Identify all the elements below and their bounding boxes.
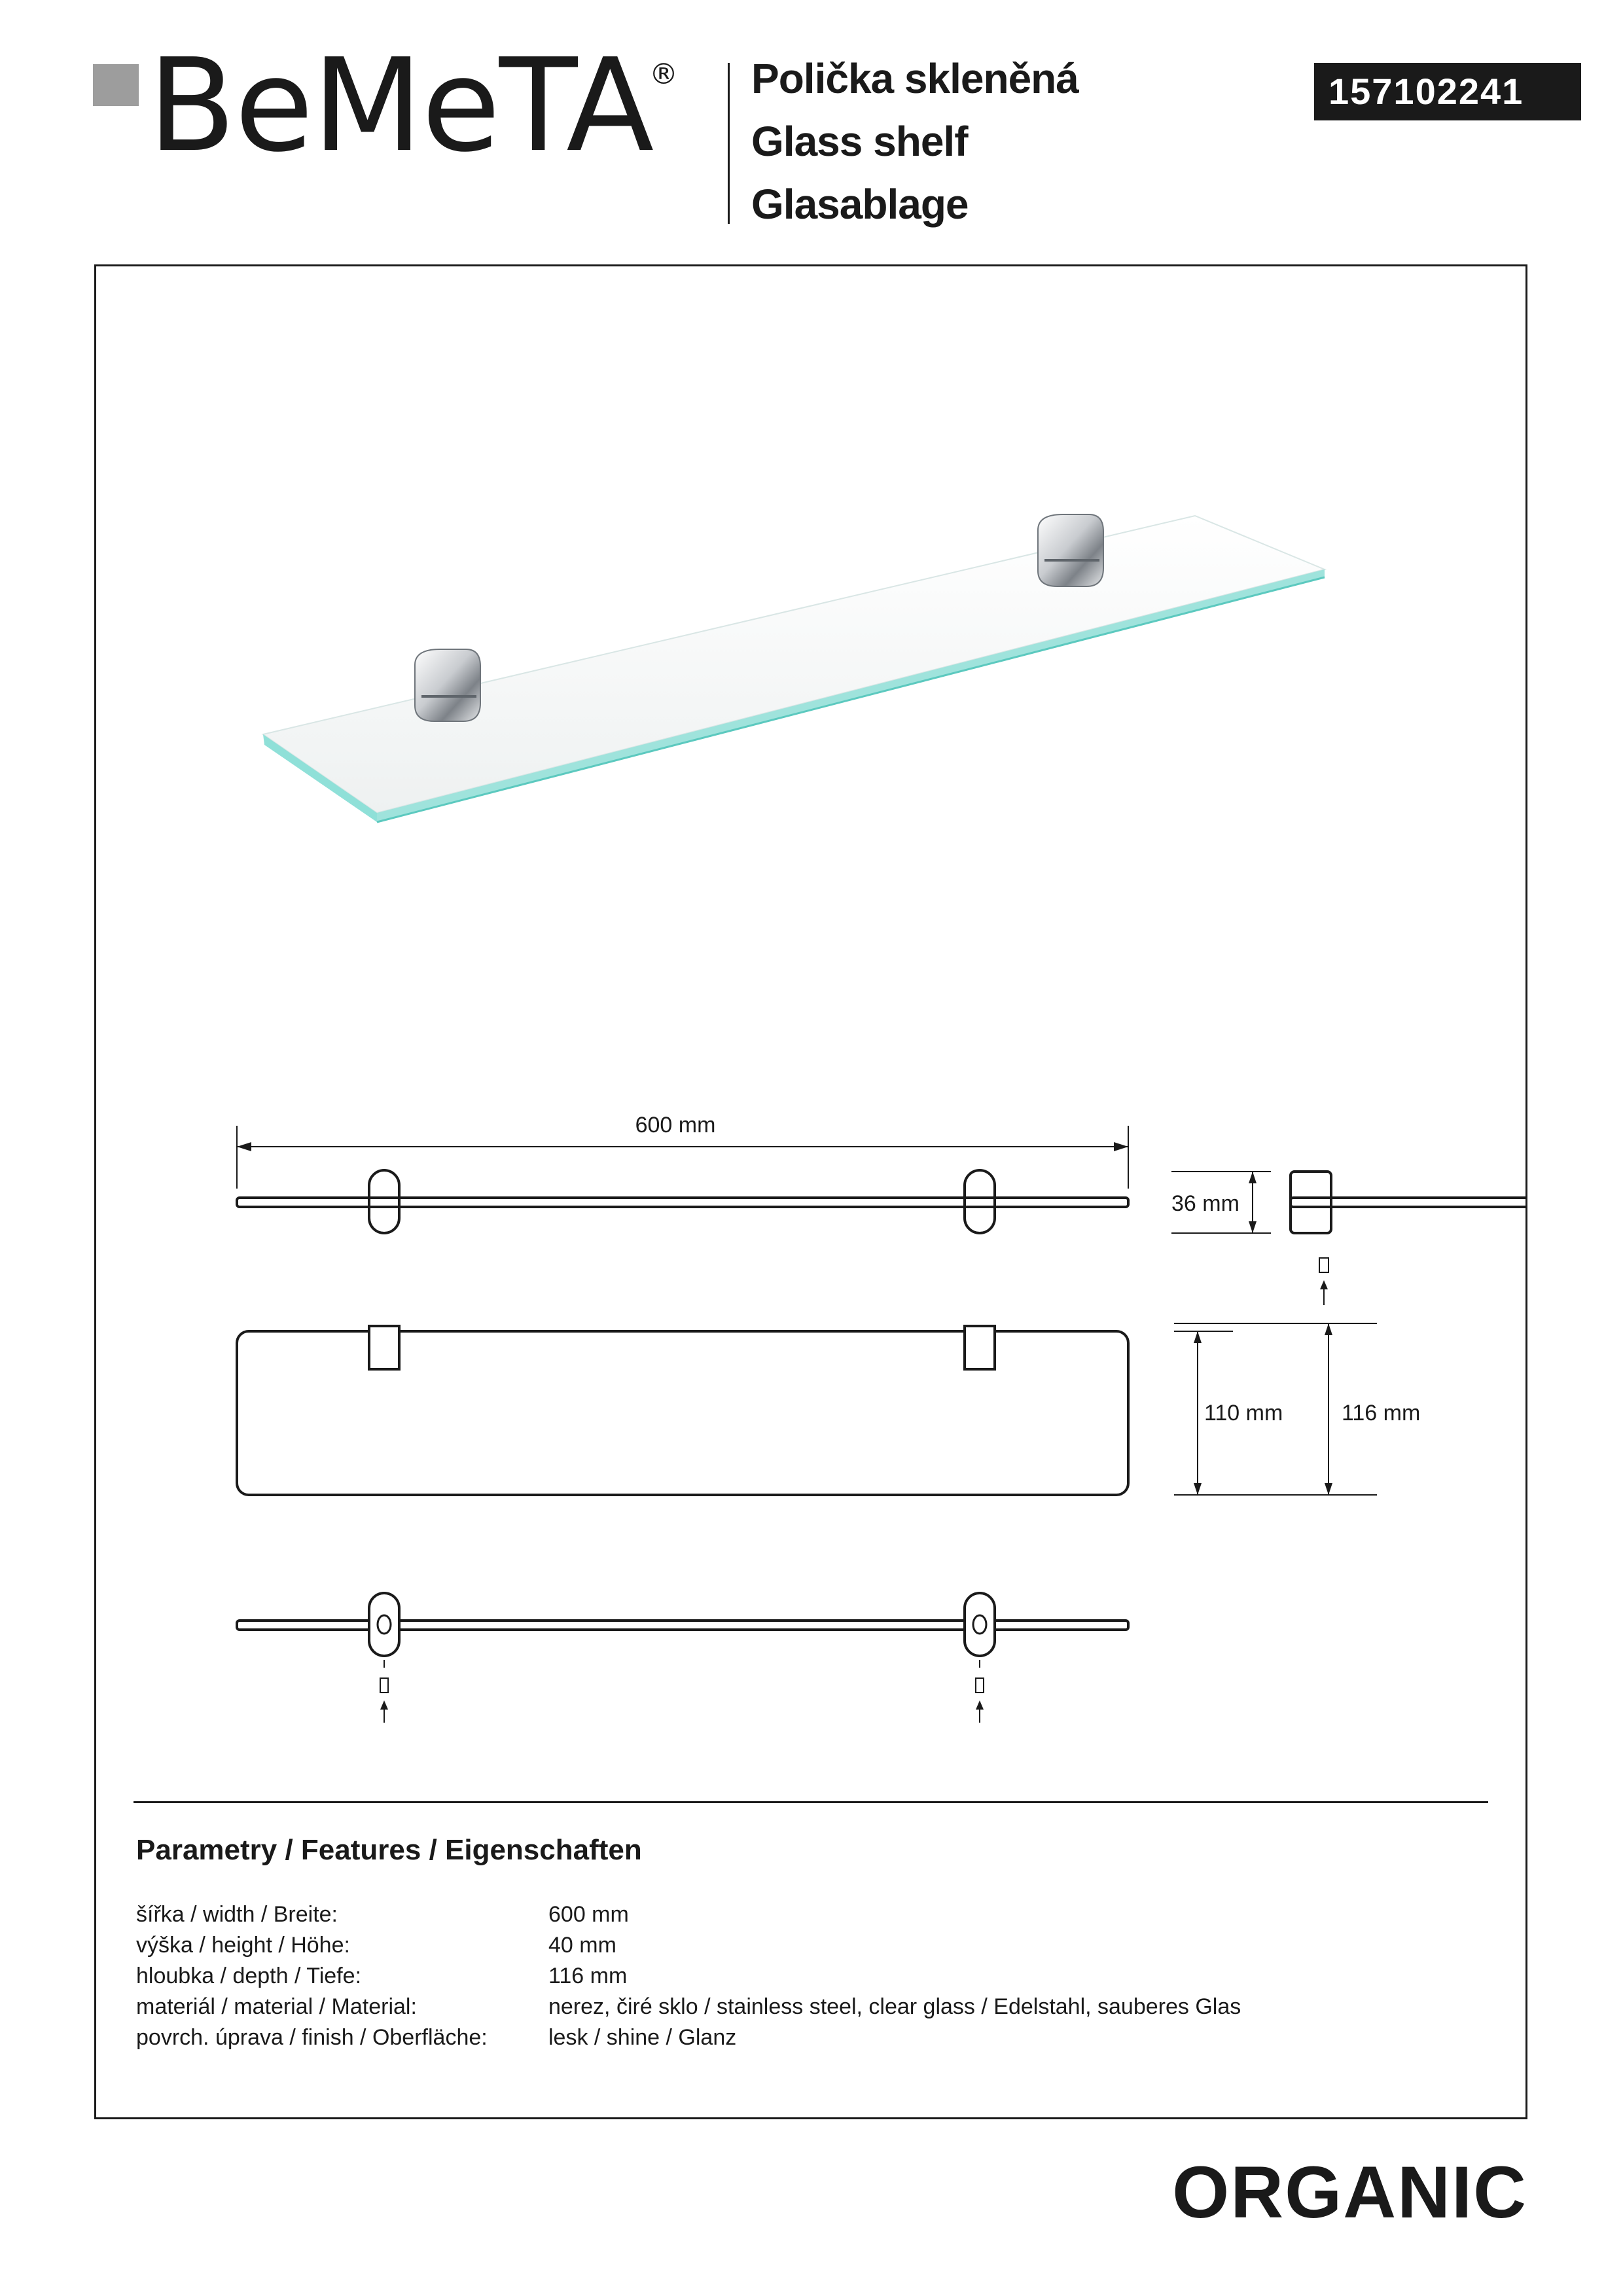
feature-row-material xyxy=(136,1992,1241,2022)
depth-label: 116 mm xyxy=(1342,1401,1421,1426)
bottom-view xyxy=(237,1593,1128,1723)
brand-logo: BeMeTA xyxy=(148,31,653,181)
product-render xyxy=(263,514,1325,822)
width-label: 600 mm xyxy=(635,1113,716,1138)
product-code: 157102241 xyxy=(1314,63,1581,120)
bracket-right xyxy=(1038,514,1103,586)
features-divider xyxy=(134,1801,1488,1803)
feature-value: 40 mm xyxy=(548,1933,616,1958)
feature-value: 600 mm xyxy=(548,1902,629,1927)
header-divider xyxy=(728,63,730,224)
features-title: Parametry / Features / Eigenschaften xyxy=(136,1834,642,1866)
title-english: Glass shelf xyxy=(751,118,968,165)
title-german: Glasablage xyxy=(751,181,969,228)
registered-mark: ® xyxy=(649,58,678,91)
series-name: ORGANIC xyxy=(1172,2151,1527,2233)
front-view xyxy=(237,1170,1128,1233)
feature-row-width xyxy=(136,1899,1241,1930)
bracket-height-label: 36 mm xyxy=(1171,1191,1240,1216)
inner-depth-label: 110 mm xyxy=(1204,1401,1283,1426)
bracket-left xyxy=(415,649,480,721)
feature-value: lesk / shine / Glanz xyxy=(548,2025,737,2050)
feature-label: materiál / material / Material: xyxy=(136,1994,417,2019)
feature-label: výška / height / Höhe: xyxy=(136,1933,350,1958)
logo-square xyxy=(93,64,139,106)
feature-value: 116 mm xyxy=(548,1964,628,1988)
feature-row-depth xyxy=(136,1961,1241,1992)
feature-row-finish xyxy=(136,2022,1241,2053)
feature-label: hloubka / depth / Tiefe: xyxy=(136,1964,362,1988)
feature-value: nerez, čiré sklo / stainless steel, clear glass / Edelstahl, sauberes Glas xyxy=(548,1994,1241,2019)
feature-row-height xyxy=(136,1930,1241,1961)
title-czech: Polička skleněná xyxy=(751,55,1079,102)
features-table xyxy=(136,1899,1241,2053)
feature-label: šířka / width / Breite: xyxy=(136,1902,338,1927)
feature-label: povrch. úprava / finish / Oberfläche: xyxy=(136,2025,488,2050)
